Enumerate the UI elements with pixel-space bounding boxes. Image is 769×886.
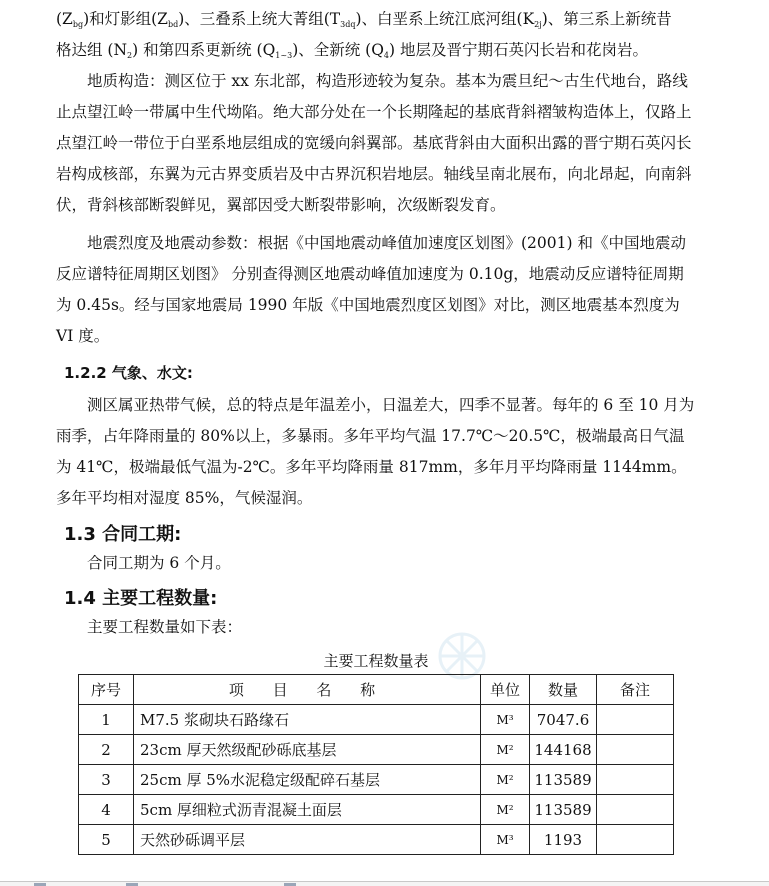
cell-note <box>597 765 674 795</box>
text-run: )、全新统 (Q <box>292 41 384 59</box>
table-header-row <box>79 675 674 705</box>
cell-unit: M² <box>481 795 530 825</box>
cell-unit: M³ <box>481 705 530 735</box>
table-row <box>79 765 674 795</box>
subscript: 3dq <box>340 20 356 29</box>
header-note: 备注 <box>597 675 674 705</box>
subscript: 4 <box>383 51 390 60</box>
cell-no: 2 <box>79 735 134 765</box>
cell-name: 25cm 厚 5%水泥稳定级配碎石基层 <box>134 765 481 795</box>
table-row <box>79 735 674 765</box>
paragraph-climate: 测区属亚热带气候，总的特点是年温差小，日温差大，四季不显著。每年的 6 至 10 月为雨季，占年降雨量的 80%以上，多暴雨。多年平均气温 17.7℃～20.5℃，极端最高日气温为 41℃，极端最低气温为-2℃。多年平均降雨量 817mm，多年月平均降雨量 1144mm。多年平均相对湿度 85%，气候湿润。 <box>56 396 695 507</box>
cell-unit: M² <box>481 765 530 795</box>
cell-no: 5 <box>79 825 134 855</box>
subscript: 1~3 <box>275 51 293 60</box>
subscript: bg <box>72 20 84 29</box>
text-run: ) 和第四系更新统 (Q <box>132 41 276 59</box>
cell-note <box>597 825 674 855</box>
cell-name: 5cm 厚细粒式沥青混凝土面层 <box>134 795 481 825</box>
cell-qty: 7047.6 <box>530 705 597 735</box>
cell-unit: M³ <box>481 825 530 855</box>
cell-note <box>597 705 674 735</box>
text-run: )和灯影组(Z <box>83 10 168 28</box>
cell-no: 1 <box>79 705 134 735</box>
cell-qty: 113589 <box>530 765 597 795</box>
heading-1-4: 1.4 主要工程数量: <box>64 588 218 609</box>
subscript: bd <box>167 20 179 29</box>
subscript: 2j <box>534 20 542 29</box>
cell-qty: 113589 <box>530 795 597 825</box>
text-run: 格达组 (N <box>56 41 128 59</box>
cell-no: 4 <box>79 795 134 825</box>
text-run: (Z <box>56 10 73 28</box>
table-row <box>79 705 674 735</box>
header-qty: 数量 <box>530 675 597 705</box>
table-caption: 主要工程数量表 <box>323 652 429 670</box>
paragraph-stratigraphy <box>56 4 696 66</box>
paragraph-seismic: 地震烈度及地震动参数：根据《中国地震动峰值加速度区划图》(2001) 和《中国地震动反应谱特征周期区划图》 分别查得测区地震动峰值加速度为 0.10g，地震动反应谱特征周期为 0.45s。经与国家地震局 1990 年版《中国地震烈度区划图》对比，测区地震基本烈度为 VI 度。 <box>56 234 686 345</box>
subscript: 2 <box>127 51 133 60</box>
paragraph-qty-intro: 主要工程数量如下表： <box>87 618 243 636</box>
cell-unit: M² <box>481 735 530 765</box>
header-no: 序号 <box>79 675 134 705</box>
quantity-table <box>78 674 674 855</box>
status-bar <box>0 881 769 886</box>
header-unit: 单位 <box>481 675 530 705</box>
header-name: 项 目 名 称 <box>134 675 481 705</box>
heading-1-2-2: 1.2.2 气象、水文: <box>64 364 193 382</box>
cell-name: M7.5 浆砌块石路缘石 <box>134 705 481 735</box>
heading-1-3: 1.3 合同工期: <box>64 524 182 545</box>
text-run: )、三叠系上统大菁组(T <box>178 10 341 28</box>
paragraph-geology: 地质构造：测区位于 xx 东北部，构造形迹较为复杂。基本为震旦纪～古生代地台，路线止点望江岭一带属中生代坳陷。绝大部分处在一个长期隆起的基底背斜褶皱构造体上，仅路上点望江岭一带位于白垩系地层组成的宽缓向斜翼部。基底背斜由大面积出露的晋宁期石英闪长岩构成核部，东翼为元古界变质岩及中古界沉积岩地层。轴线呈南北展布，向北昂起，向南斜伏，背斜核部断裂鲜见，翼部因受大断裂带影响，次级断裂发育。 <box>56 72 692 214</box>
text-run: )、第三系上新统昔 <box>541 10 672 28</box>
cell-note <box>597 735 674 765</box>
table-row <box>79 825 674 855</box>
cell-qty: 144168 <box>530 735 597 765</box>
cell-qty: 1193 <box>530 825 597 855</box>
text-run: ) 地层及晋宁期石英闪长岩和花岗岩。 <box>389 41 648 59</box>
table-row <box>79 795 674 825</box>
text-run: )、白垩系上统江底河组(K <box>355 10 535 28</box>
cell-name: 23cm 厚天然级配砂砾底基层 <box>134 735 481 765</box>
cell-name: 天然砂砾调平层 <box>134 825 481 855</box>
cell-note <box>597 795 674 825</box>
cell-no: 3 <box>79 765 134 795</box>
paragraph-period: 合同工期为 6 个月。 <box>87 554 231 572</box>
